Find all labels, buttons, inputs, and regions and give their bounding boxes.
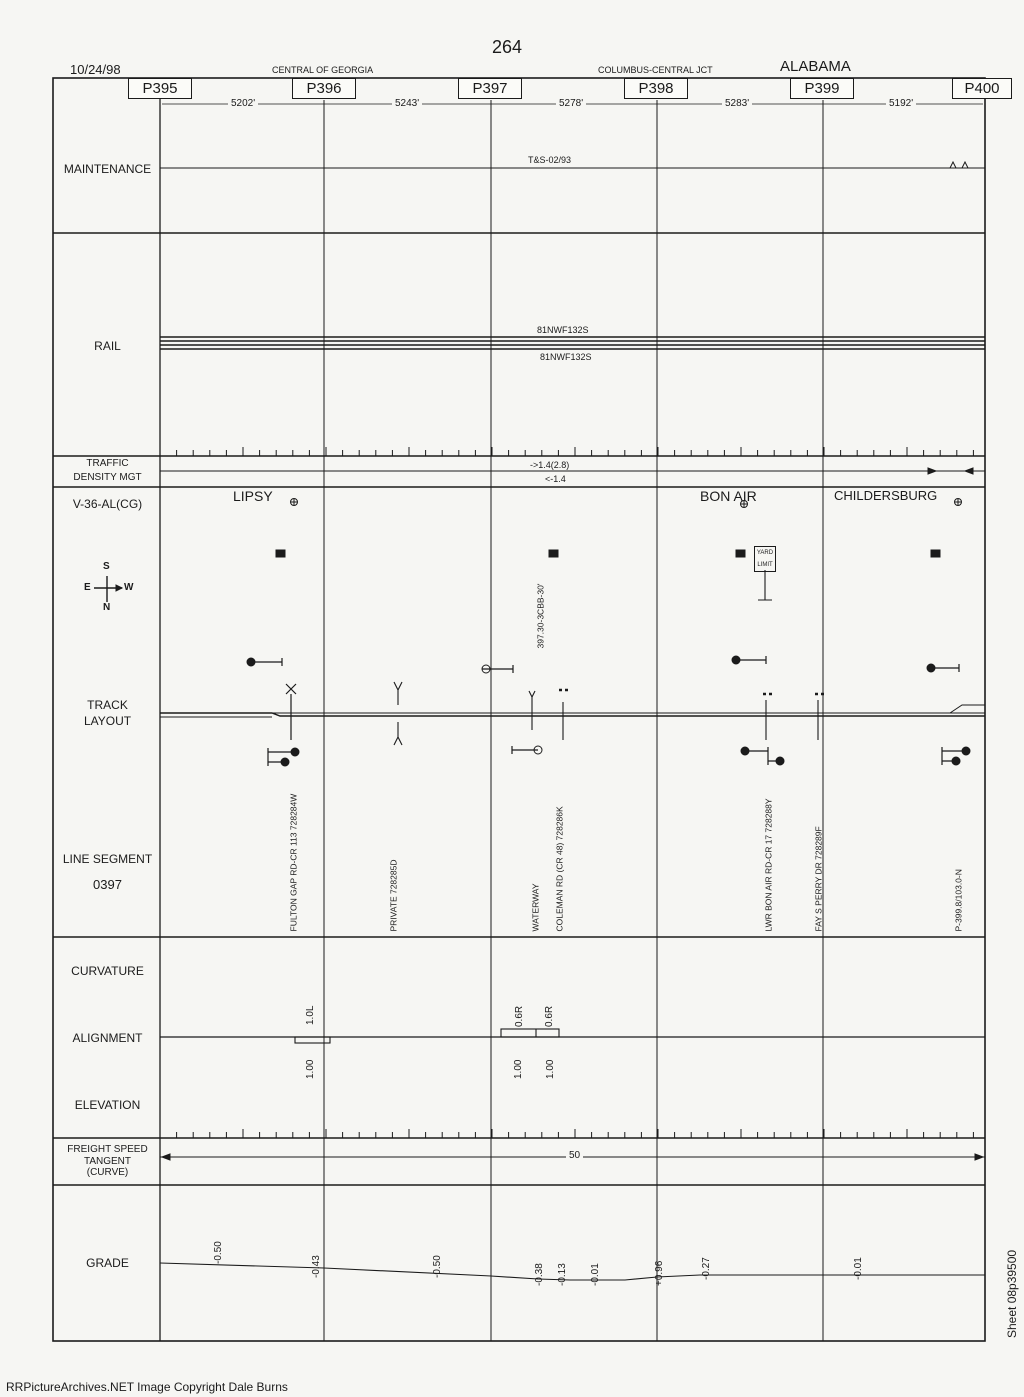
traffic-upper: ->1.4(2.8) xyxy=(530,460,570,470)
row-label-tangent: TANGENT xyxy=(83,1156,132,1167)
grade-6: -0.01 xyxy=(590,1263,601,1286)
chart-date: 10/24/98 xyxy=(70,62,121,77)
station-bon-air: BON AIR xyxy=(700,488,757,504)
rail-spec-upper: 81NWF132S xyxy=(537,325,589,335)
yard-limit-sign: YARD LIMIT xyxy=(754,546,776,572)
station-lipsy: LIPSY xyxy=(233,488,273,504)
crossing-fulton-gap: FULTON GAP RD-CR 113 728284W xyxy=(288,793,299,932)
milepost-p399: P399 xyxy=(790,78,854,99)
watermark: RRPictureArchives.NET Image Copyright Dale Burns xyxy=(6,1380,288,1394)
milepost-note: P-399.8/103.0-N xyxy=(953,869,964,932)
distance-4: 5283' xyxy=(722,99,752,109)
alignment-3: 1.00 xyxy=(545,1059,556,1079)
grade-5: -0.13 xyxy=(557,1263,568,1286)
row-label-layout: LAYOUT xyxy=(83,714,132,728)
curve-1: 1.0L xyxy=(305,1005,316,1025)
curve-3: 0.6R xyxy=(544,1005,555,1027)
milepost-p400: P400 xyxy=(952,78,1012,99)
row-label-alignment: ALIGNMENT xyxy=(72,1031,143,1045)
freight-speed: 50 xyxy=(566,1151,583,1161)
crossing-lwr-bon-air: LWR BON AIR RD-CR 17 728288Y xyxy=(763,798,774,932)
milepost-p398: P398 xyxy=(624,78,688,99)
compass-e: E xyxy=(84,582,91,593)
distance-6: 5192' xyxy=(886,99,916,109)
row-label-elevation: ELEVATION xyxy=(74,1098,141,1112)
subdivision-name: COLUMBUS-CENTRAL JCT xyxy=(598,65,713,75)
crossing-waterway: WATERWAY xyxy=(530,883,541,932)
row-label-line-segment: LINE SEGMENT xyxy=(62,852,153,866)
compass-s: S xyxy=(103,561,110,572)
grade-1: -0.50 xyxy=(213,1241,224,1264)
row-label-rail: RAIL xyxy=(94,339,121,353)
row-label-maintenance: MAINTENANCE xyxy=(63,162,152,176)
maintenance-note: T&S-02/93 xyxy=(528,155,572,165)
sheet-id: Sheet 08p39500 xyxy=(1005,1249,1019,1338)
grade-9: -0.01 xyxy=(853,1257,864,1280)
row-label-grade: GRADE xyxy=(86,1256,129,1270)
crossing-fay-perry: FAY S PERRY DR 728289F xyxy=(813,826,824,932)
row-label-curve: (CURVE) xyxy=(86,1167,129,1178)
alignment-2: 1.00 xyxy=(513,1059,524,1079)
compass-w: W xyxy=(124,582,134,593)
row-label-track: TRACK xyxy=(87,698,128,712)
grade-8: -0.27 xyxy=(701,1257,712,1280)
crossing-private: PRIVATE 728285D xyxy=(388,859,399,932)
state-name: ALABAMA xyxy=(780,58,851,75)
grade-3: -0.50 xyxy=(432,1255,443,1278)
milepost-p396: P396 xyxy=(292,78,356,99)
grade-7: +0.96 xyxy=(654,1260,665,1286)
distance-3: 5278' xyxy=(556,99,586,109)
row-label-freight-speed: FREIGHT SPEED xyxy=(67,1144,148,1155)
station-childersburg: CHILDERSBURG xyxy=(834,488,938,503)
curve-2: 0.6R xyxy=(514,1005,525,1027)
grade-2: -0.43 xyxy=(311,1255,322,1278)
railroad-name: CENTRAL OF GEORGIA xyxy=(272,65,374,75)
distance-2: 5243' xyxy=(392,99,422,109)
row-label-curvature: CURVATURE xyxy=(71,964,144,978)
line-segment-number: 0397 xyxy=(93,877,122,892)
page-number: 264 xyxy=(492,37,523,57)
bridge-note: 397.30-3CBB-30' xyxy=(535,583,546,649)
rail-spec-lower: 81NWF132S xyxy=(540,352,592,362)
chart-frame xyxy=(53,78,985,1341)
compass-n: N xyxy=(103,602,111,613)
alignment-1: 1.00 xyxy=(305,1059,316,1079)
crossing-coleman-rd: COLEMAN RD (CR 48) 728286K xyxy=(554,806,565,932)
milepost-p395: P395 xyxy=(128,78,192,99)
distance-1: 5202' xyxy=(228,99,258,109)
valuation-map-label: V-36-AL(CG) xyxy=(72,497,143,511)
grade-4: -0.38 xyxy=(534,1263,545,1286)
row-label-density: DENSITY MGT xyxy=(73,472,142,483)
milepost-p397: P397 xyxy=(458,78,522,99)
row-label-traffic: TRAFFIC xyxy=(86,458,129,469)
traffic-lower: <-1.4 xyxy=(545,474,566,484)
